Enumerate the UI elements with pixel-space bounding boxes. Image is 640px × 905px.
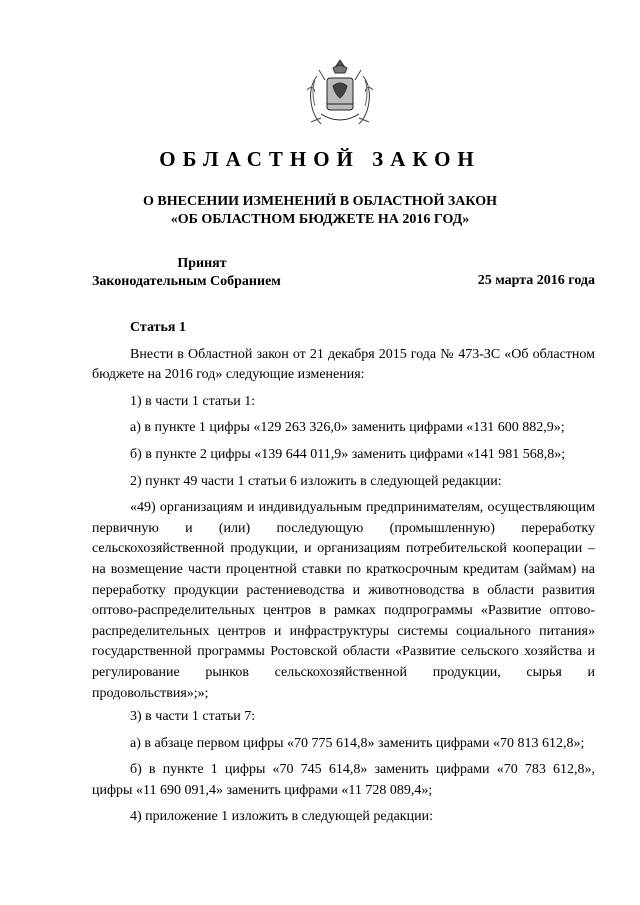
paragraph: б) в пункте 2 цифры «139 644 011,9» заменить цифрами «141 981 568,8»; [130,446,566,462]
adopted-date: 25 марта 2016 года [477,273,595,288]
paragraph: 1) в части 1 статьи 1: [130,393,256,409]
paragraph: «49) организациям и индивидуальным предпринимателям, осуществляющим первичную и (или) последующую (промышленную) переработку сельскохозяйственной продукции, и организациям потребительской кооперации – на возмещение части процентной ставки по краткосрочным кредитам (займам) на переработку продукции растениеводства и животноводства в области развития оптово-распределительных центров в рамках подпрограммы «Развитие оптово-распределительных центров и инфраструктуры системы социального питания» государственной программы Ростовской области «Развитие сельского хозяйства и регулирование рынков сельскохозяйственной продукции, сырья и продовольствия»;»; [92,500,595,701]
coat-of-arms-icon [297,56,383,132]
document-title: ОБЛАСТНОЙ ЗАКОН [159,147,481,171]
paragraph: б) в пункте 1 цифры «70 745 614,8» заменить цифрами «70 783 612,8», цифры «11 690 091,4» заменить цифрами «11 728 089,4»; [92,762,595,798]
paragraph: а) в пункте 1 цифры «129 263 326,0» заменить цифрами «131 600 882,9»; [130,420,565,436]
document-subtitle-line1: О ВНЕСЕНИИ ИЗМЕНЕНИЙ В ОБЛАСТНОЙ ЗАКОН [143,194,497,209]
paragraph: Внести в Областной закон от 21 декабря 2015 года № 473-ЗС «Об областном бюджете на 2016 год» следующие изменения: [92,346,595,383]
article-heading: Статья 1 [130,320,186,335]
law-body [92,318,595,834]
adopted-by: Законодательным Собранием [92,274,281,289]
paragraph: 4) приложение 1 изложить в следующей редакции: [130,809,433,825]
adopted-block [92,255,312,291]
adopted-label: Принят [177,256,227,271]
document-subtitle-line2: «ОБ ОБЛАСТНОМ БЮДЖЕТЕ НА 2016 ГОД» [170,212,470,227]
paragraph: 2) пункт 49 части 1 статьи 6 изложить в следующей редакции: [130,473,502,489]
paragraph: 3) в части 1 статьи 7: [130,709,256,725]
paragraph: а) в абзаце первом цифры «70 775 614,8» заменить цифрами «70 813 612,8»; [130,735,585,751]
